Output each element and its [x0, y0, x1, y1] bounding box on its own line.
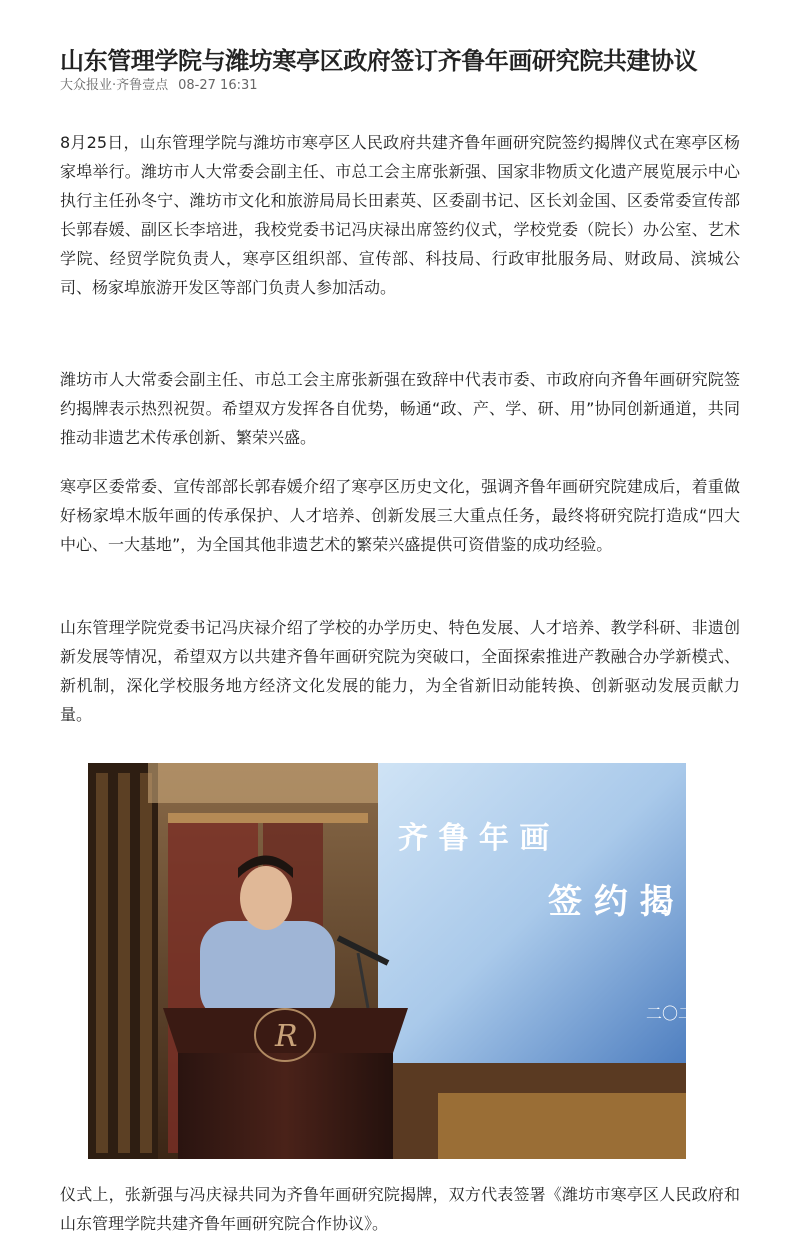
- article-paragraph: 寒亭区委常委、宣传部部长郭春媛介绍了寒亭区历史文化，强调齐鲁年画研究院建成后，着重做好杨家埠木版年画的传承保护、人才培养、创新发展三大重点任务，最终将研究院打造成“四大中心、一大基地”，为全国其他非遗艺术的繁荣兴盛提供可资借鉴的成功经验。: [60, 477, 740, 554]
- screen-text-1: 齐 鲁 年 画: [398, 821, 550, 856]
- article-paragraph: 山东管理学院党委书记冯庆禄介绍了学校的办学历史、特色发展、人才培养、教学科研、非遗创新发展等情况，希望双方以共建齐鲁年画研究院为突破口，全面探索推进产教融合办学新模式、新机制，深化学校服务地方经济文化发展的能力，为全省新旧动能转换、创新驱动发展贡献力量。: [60, 618, 740, 724]
- article-paragraph: 8月25日，山东管理学院与潍坊市寒亭区人民政府共建齐鲁年画研究院签约揭牌仪式在寒亭区杨家埠举行。潍坊市人大常委会副主任、市总工会主席张新强、国家非物质文化遗产展览展示中心执行主任孙冬宁、潍坊市文化和旅游局局长田素英、区委副书记、区长刘金国、区委常委宣传部长郭春媛、副区长李培进，我校党委书记冯庆禄出席签约仪式，学校党委（院长）办公室、艺术学院、经贸学院负责人，寒亭区组织部、宣传部、科技局、行政审批服务局、财政局、滨城公司、杨家埠旅游开发区等部门负责人参加活动。: [60, 133, 740, 297]
- article-paragraph: 仪式上，张新强与冯庆禄共同为齐鲁年画研究院揭牌，双方代表签署《潍坊市寒亭区人民政府和山东管理学院共建齐鲁年画研究院合作协议》。: [60, 1185, 740, 1233]
- article-meta: [60, 76, 258, 96]
- publish-time: 08-27 16:31: [178, 78, 258, 93]
- screen-text-2: 签 约 揭: [548, 882, 674, 922]
- article-paragraph: 潍坊市人大常委会副主任、市总工会主席张新强在致辞中代表市委、市政府向齐鲁年画研究院签约揭牌表示热烈祝贺。希望双方发挥各自优势，畅通“政、产、学、研、用”协同创新通道，共同推动非遗艺术传承创新、繁荣兴盛。: [60, 370, 740, 447]
- podium-logo: R: [275, 1019, 298, 1054]
- source-label[interactable]: 大众报业·齐鲁壹点: [60, 78, 169, 93]
- screen-text-3: 二〇二: [646, 1004, 695, 1023]
- article-title: 山东管理学院与潍坊寒亭区政府签订齐鲁年画研究院共建协议: [60, 47, 698, 76]
- article-photo: [88, 763, 695, 1159]
